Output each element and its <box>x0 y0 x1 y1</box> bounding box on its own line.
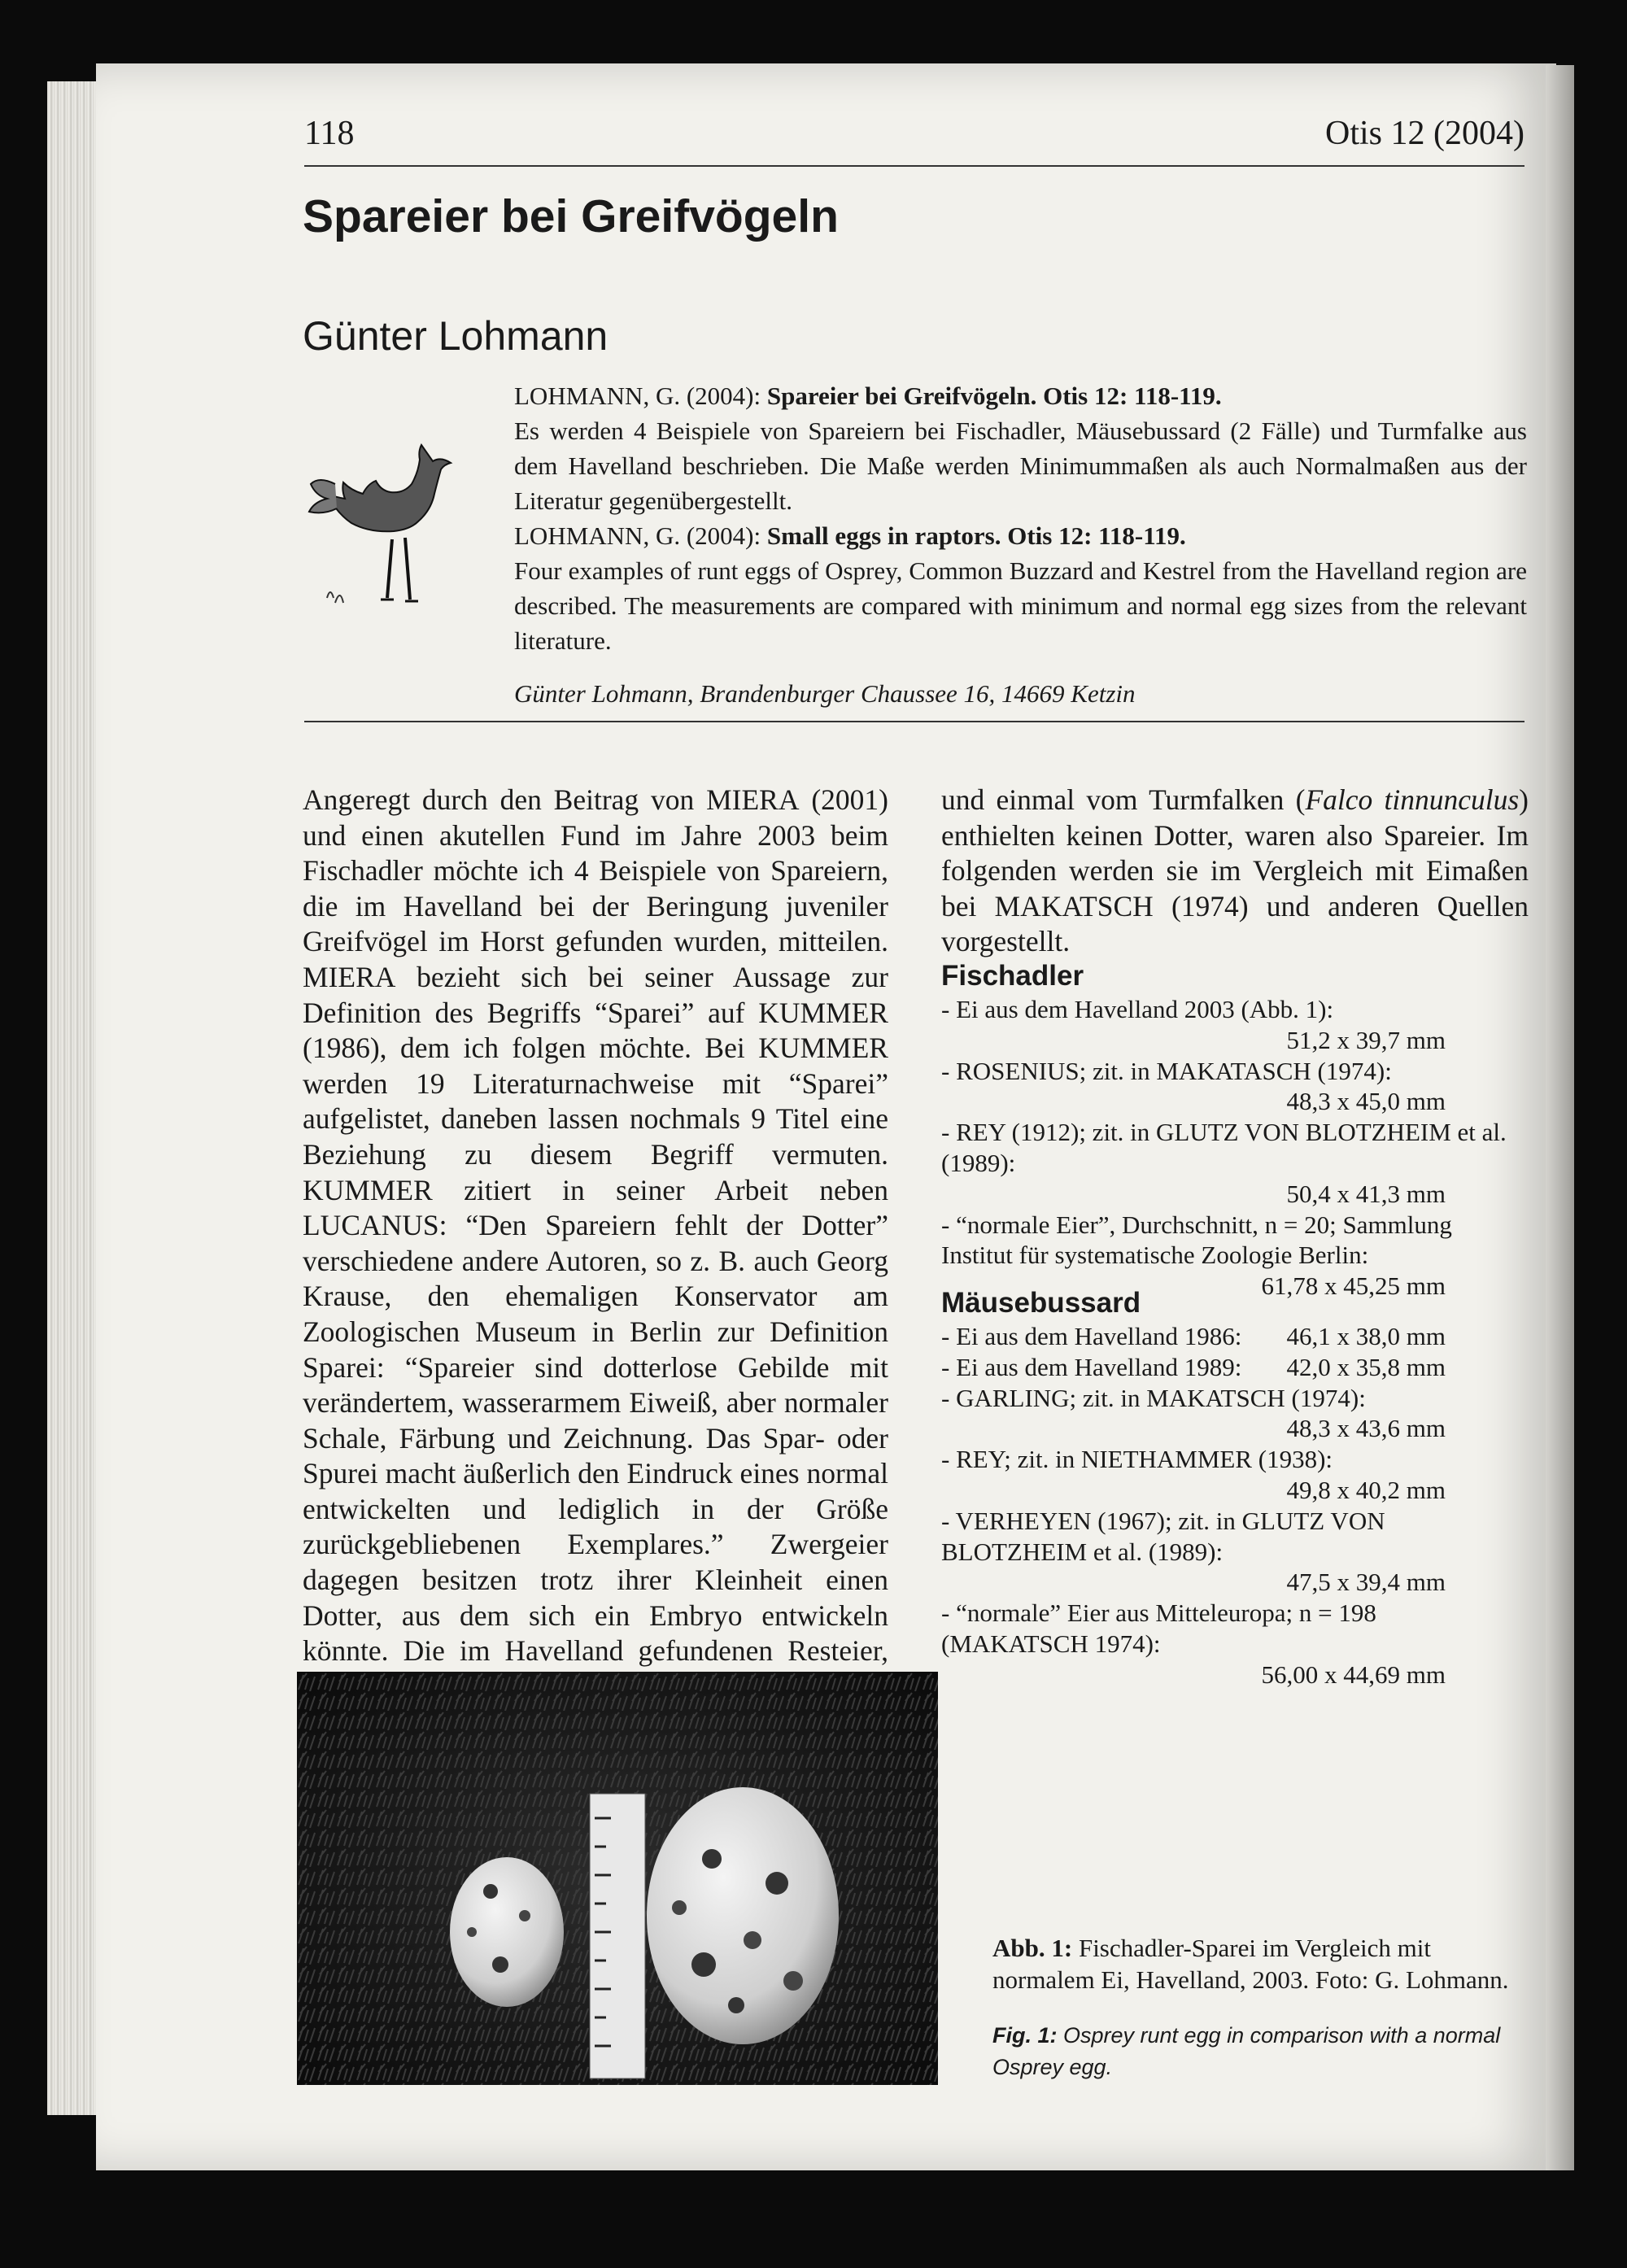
measurement-label: - “normale Eier”, Durchschnitt, n = 20; Sammlung Institut für systematische Zoologie Berlin: <box>941 1210 1452 1270</box>
journal-reference: Otis 12 (2004) <box>1325 115 1524 152</box>
text-run: : “Den Spareiern fehlt der Dotter” verschiedene andere Autoren, so z. B. auch Georg Krause, den ehemaligen Konservator am Zoologischen Museum in Berlin zur Definition Sparei: “Spareier sind dotterlose Gebilde mit verändertem, wasserarmem Eiweiß, aber normaler Schale, Färbung und Zeichnung. Das Spar- oder Spurei macht äußerlich den Eindruck eines normal entwickelten und lediglich in der Größe zurückgebliebenen Exemplares.” Zwergeier dagegen besitzen trotz ihrer Kleinheit einen Dotter, aus dem sich ein Embryo entwickeln könnte. Die im Havelland gefundenen Resteier, <box>303 1209 888 1668</box>
species-name: Falco tinnunculus <box>1305 783 1520 816</box>
header-rule <box>304 165 1524 167</box>
abstract-english-text: Four examples of runt eggs of Osprey, Common Buzzard and Kestrel from the Havelland region are described. The measurements are compared with minimum and normal egg sizes from the relevant literature. <box>514 556 1527 655</box>
text-run: werden 19 Literaturnachweise mit “Sparei” aufgelistet, daneben lassen nochmals 9 Titel eine Beziehung zu diesem Begriff vermuten. <box>303 1066 888 1171</box>
figure-caption <box>992 1932 1529 2083</box>
abstract <box>514 378 1527 658</box>
measurement-label: - REY (1912); zit. in GLUTZ VON BLOTZHEIM et al. (1989): <box>941 1118 1507 1177</box>
measurement-item <box>941 1117 1527 1209</box>
measurement-item <box>941 1321 1527 1352</box>
measurement-value: 48,3 x 45,0 mm <box>1286 1087 1446 1116</box>
author-name: MAKATSCH <box>994 889 1154 922</box>
measurement-value: 46,1 x 38,0 mm <box>1286 1322 1446 1350</box>
body-column-left <box>303 783 888 1776</box>
measurement-label: - VERHEYEN (1967); zit. in GLUTZ VON BLOTZHEIM et al. (1989): <box>941 1506 1385 1566</box>
measurement-label: - Ei aus dem Havelland 1989: <box>941 1352 1242 1381</box>
caption-label-en: Fig. 1: <box>992 2023 1058 2048</box>
measurement-label: - Ei aus dem Havelland 1986: <box>941 1322 1242 1350</box>
measurement-item <box>941 1444 1527 1506</box>
great-bustard-logo-icon <box>303 443 457 622</box>
measurement-label: - GARLING; zit. in MAKATSCH (1974): <box>941 1383 1366 1412</box>
citation-author: LOHMANN <box>514 382 643 410</box>
body-paragraph <box>303 783 888 1776</box>
measurement-item <box>941 1383 1527 1445</box>
egg-photograph <box>297 1672 938 2085</box>
measurement-item <box>941 1506 1527 1598</box>
measurement-label: - ROSENIUS; zit. in MAKATASCH (1974): <box>941 1056 1392 1085</box>
section-heading-fischadler: Fischadler <box>941 960 1084 992</box>
text-run: bezieht sich bei seiner Aussage zur Definition des Begriffs “Sparei” auf <box>303 960 888 1029</box>
author-name: MIERA <box>706 783 800 816</box>
running-header <box>304 114 1524 166</box>
author-name: LUCANUS <box>303 1209 439 1242</box>
measurement-label: - REY; zit. in NIETHAMMER (1938): <box>941 1445 1333 1474</box>
citation-title-en: Small eggs in raptors. Otis 12: 118-119. <box>766 521 1186 550</box>
maeusebussard-measurements <box>941 1321 1527 1690</box>
author-name: KUMMER <box>303 1173 433 1206</box>
citation-year-en: , G. (2004): <box>643 521 767 550</box>
article-title: Spareier bei Greifvögeln <box>303 190 839 242</box>
text-run: Angeregt durch den Beitrag von <box>303 783 707 816</box>
author-name: KUMMER <box>758 1032 888 1065</box>
author-address: Günter Lohmann, Brandenburger Chaussee 16, 14669 Ketzin <box>514 679 1136 708</box>
text-run: zitiert in seiner Arbeit neben <box>432 1173 888 1206</box>
citation-author-en: LOHMANN <box>514 521 643 550</box>
measurement-value: 56,00 x 44,69 mm <box>1261 1660 1446 1689</box>
abstract-english <box>514 518 1527 658</box>
measurement-item <box>941 1056 1527 1118</box>
measurement-value: 61,78 x 45,25 mm <box>1261 1271 1446 1301</box>
measurement-value: 49,8 x 40,2 mm <box>1286 1475 1446 1504</box>
measurement-value: 50,4 x 41,3 mm <box>1286 1179 1446 1208</box>
page-edge <box>1546 65 1574 2170</box>
fischadler-measurements <box>941 994 1527 1302</box>
caption-text: Fischadler-Sparei im Vergleich mit normalem Ei, Havelland, 2003. Foto: G. Lohmann. <box>992 1934 1509 1994</box>
page-number: 118 <box>304 115 355 152</box>
caption-german <box>992 1932 1529 1995</box>
section-heading-maeusebussard: Mäusebussard <box>941 1287 1141 1319</box>
egg-photo-illustration <box>297 1672 938 2085</box>
measurement-item <box>941 1598 1527 1690</box>
measurement-value: 47,5 x 39,4 mm <box>1286 1568 1446 1597</box>
text-run: (2001) und einen akutellen Fund im Jahre 2003 beim Fischadler möchte ich 4 Beispiele von Spareiern, die im Havelland bei der Beringung juveniler Greifvögel im Horst gefunden wurden, mitteilen. <box>303 783 888 958</box>
body-paragraph <box>941 783 1529 960</box>
article-author: Günter Lohmann <box>303 313 608 359</box>
caption-english <box>992 2020 1529 2083</box>
citation-title: Spareier bei Greifvögeln. Otis 12: 118-119. <box>766 382 1222 410</box>
measurement-label: - Ei aus dem Havelland 2003 (Abb. 1): <box>941 995 1334 1023</box>
caption-label: Abb. 1: <box>992 1934 1073 1962</box>
text-run: (1974) und anderen Quellen vorgestellt. <box>941 889 1529 958</box>
abstract-german <box>514 378 1527 518</box>
abstract-rule <box>304 721 1524 722</box>
abstract-german-text: Es werden 4 Beispiele von Spareiern bei Fischadler, Mäusebussard (2 Fälle) und Turmfalke aus dem Havelland beschrieben. Die Maße werden Minimummaßen als auch Normalmaßen aus der Literatur gegenübergestellt. <box>514 417 1527 515</box>
measurement-item <box>941 994 1527 1056</box>
text-run: (1986), dem ich folgen möchte. Bei <box>303 1032 759 1065</box>
caption-text-en: Osprey runt egg in comparison with a normal Osprey egg. <box>992 2023 1501 2079</box>
measurement-value: 51,2 x 39,7 mm <box>1286 1025 1446 1054</box>
text-run: ) enthielten keinen Dotter, waren also Spareier. Im folgenden werden sie im Vergleich mit Eimaßen bei <box>941 783 1529 922</box>
measurement-value: 48,3 x 43,6 mm <box>1286 1414 1446 1443</box>
measurement-item <box>941 1352 1527 1383</box>
author-name: MIERA <box>303 960 396 993</box>
citation-year: , G. (2004): <box>643 382 767 410</box>
text-run: und einmal vom Turmfalken ( <box>941 783 1306 816</box>
body-column-right <box>941 783 1529 960</box>
measurement-value: 42,0 x 35,8 mm <box>1286 1352 1446 1381</box>
measurement-label: - “normale” Eier aus Mitteleuropa; n = 198 (MAKATSCH 1974): <box>941 1599 1376 1658</box>
author-name: KUMMER <box>758 996 888 1029</box>
